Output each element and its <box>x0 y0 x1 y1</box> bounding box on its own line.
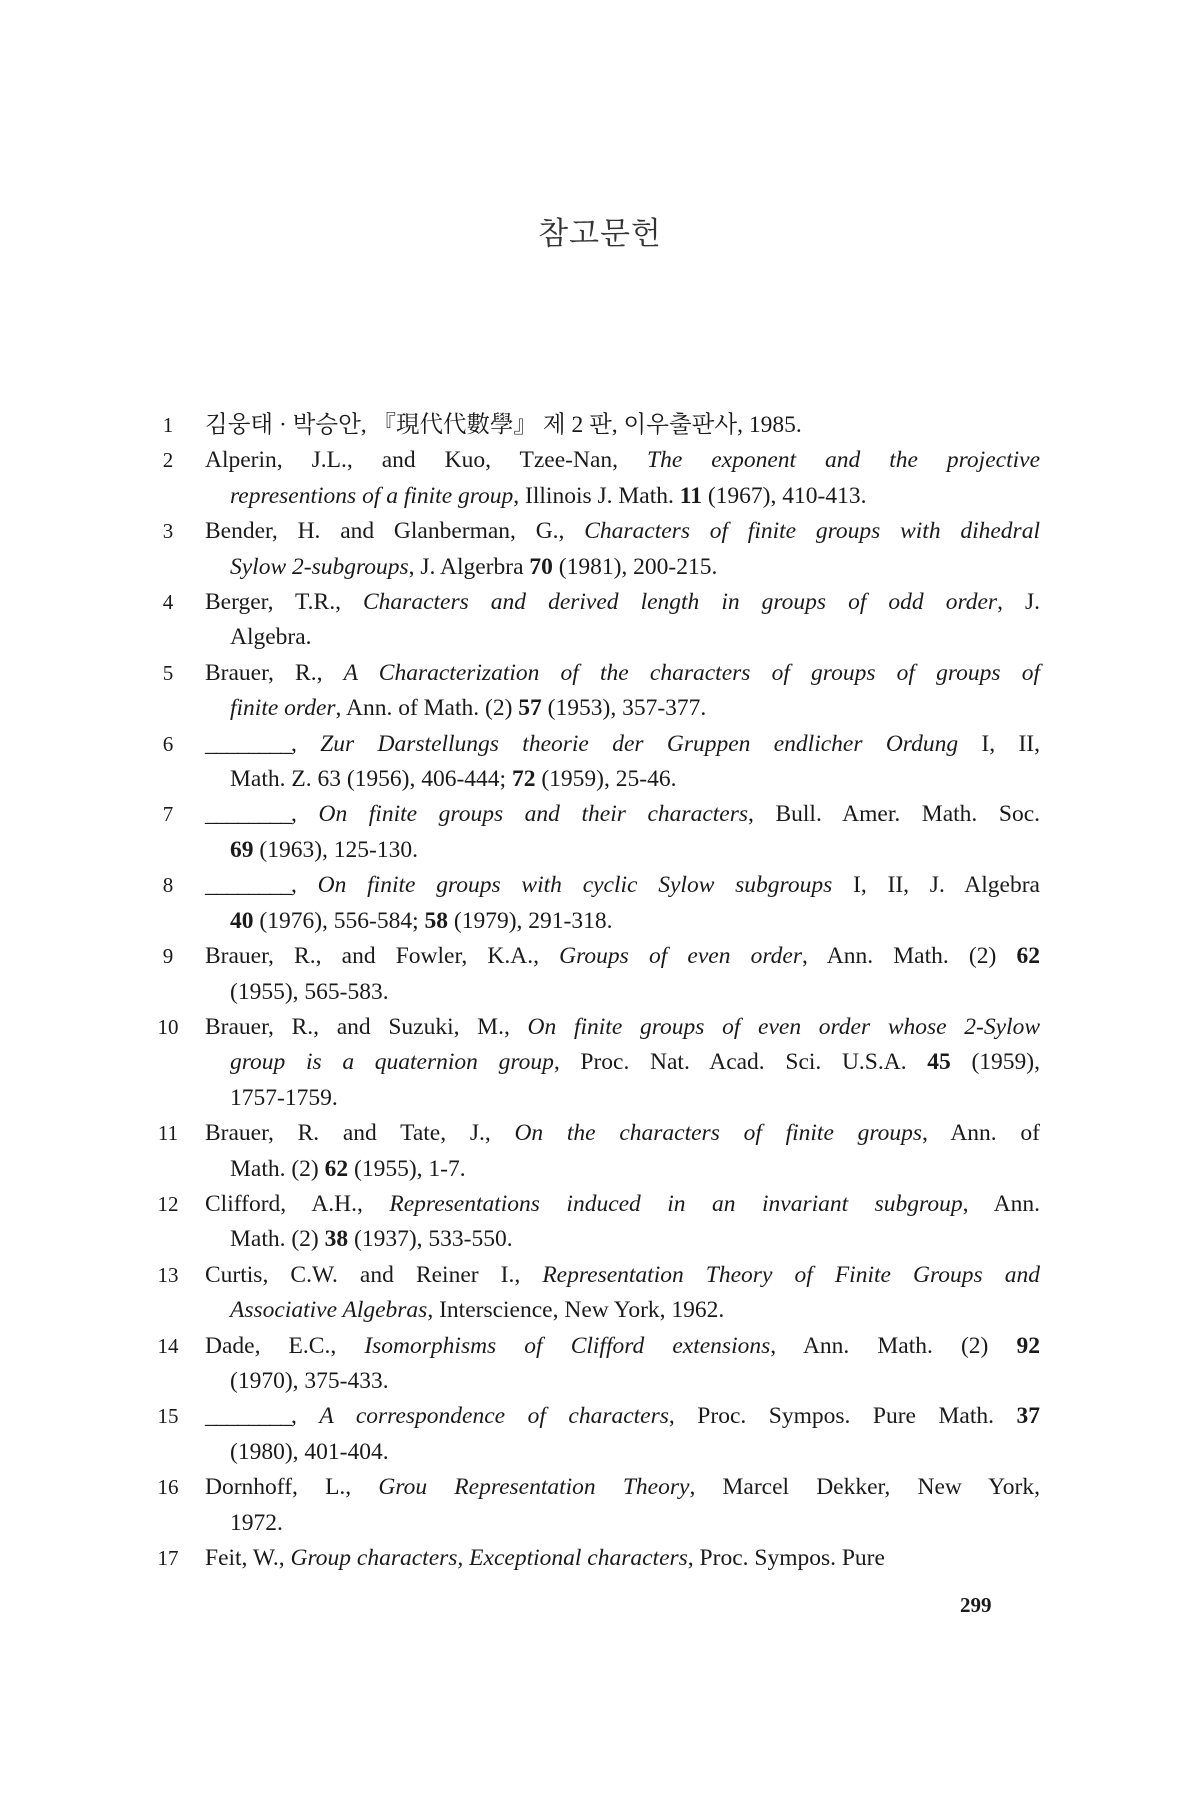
reference-text: I, II, J. Algebra <box>832 872 1040 899</box>
reference-text: , J. <box>997 589 1040 616</box>
reference-text: (1959), 25-46. <box>535 766 677 793</box>
reference-text: Brauer, R., <box>205 659 344 686</box>
reference-line <box>230 1435 1040 1470</box>
reference-text: Brauer, R. and Tate, J., <box>205 1120 515 1147</box>
reference-text: Alperin, J.L., and Kuo, Tzee-Nan, <box>205 447 647 474</box>
reference-text: (1967), 410-413. <box>701 482 867 509</box>
volume-number: 45 <box>927 1049 951 1076</box>
reference-line <box>205 585 1040 620</box>
reference-line <box>205 1258 1040 1293</box>
reference-entry <box>150 1010 1040 1116</box>
reference-text: , Ann. Math. (2) <box>802 943 1017 970</box>
reference-number: 17 <box>157 1546 179 1570</box>
reference-number: 4 <box>162 590 174 615</box>
reference-entry <box>150 443 1040 514</box>
reference-text: I, II, <box>958 730 1040 757</box>
reference-text: 김웅태 · 박승안, 『現代代數學』 제 2 판, 이우출판사, 1985. <box>205 412 802 438</box>
reference-line <box>230 975 1040 1010</box>
ditto-blank: ________ <box>205 1403 291 1430</box>
reference-text: (1955), 1-7. <box>348 1155 466 1182</box>
reference-number: 13 <box>157 1262 179 1287</box>
reference-line <box>205 868 1040 903</box>
reference-entry <box>150 1258 1040 1329</box>
ditto-blank: ________ <box>205 730 291 757</box>
reference-entry <box>150 797 1040 868</box>
reference-number: 6 <box>162 731 174 756</box>
reference-line <box>205 939 1040 974</box>
reference-text: , Ann. Math. (2) <box>770 1332 1017 1359</box>
reference-text: , Proc. Sympos. Pure <box>687 1545 885 1571</box>
reference-text: Brauer, R., and Fowler, K.A., <box>205 943 560 970</box>
reference-text: , Ann. <box>962 1190 1040 1217</box>
reference-text: (1970), 375-433. <box>230 1367 389 1394</box>
reference-line <box>205 1470 1040 1505</box>
volume-number: 37 <box>1016 1403 1041 1430</box>
reference-title-text: Isomorphisms of Clifford extensions <box>364 1332 771 1359</box>
reference-number: 2 <box>162 448 174 473</box>
reference-title-text: On finite groups with cyclic Sylow subgroups <box>317 872 833 899</box>
reference-entry <box>150 1329 1040 1400</box>
reference-line <box>230 691 1040 726</box>
reference-title-text: Zur Darstellungs theorie der Gruppen endlicher Ordung <box>320 730 959 757</box>
reference-title-text: Associative Algebras <box>230 1297 428 1324</box>
reference-title-text: represention <box>230 482 348 509</box>
reference-text: (1953), 357-377. <box>541 695 707 722</box>
reference-entry <box>150 1541 1040 1576</box>
reference-text: , Ann. of <box>922 1120 1040 1147</box>
reference-text: , Proc. Nat. Acad. Sci. U.S.A. <box>553 1049 928 1076</box>
reference-entry <box>150 1399 1040 1470</box>
volume-number: 58 <box>424 907 449 934</box>
volume-number: 69 <box>230 836 254 863</box>
reference-text: (1955), 565-583. <box>230 978 389 1005</box>
reference-text: (1963), 125-130. <box>253 836 418 863</box>
volume-number: 40 <box>230 907 254 934</box>
reference-number: 1 <box>162 413 174 437</box>
reference-text: Clifford, A.H., <box>205 1190 390 1217</box>
reference-text: , J. Algerbra <box>408 553 530 580</box>
reference-entry <box>150 656 1040 727</box>
reference-text: Dornhoff, L., <box>205 1474 379 1501</box>
volume-number: 11 <box>679 482 702 509</box>
reference-line <box>230 904 1040 939</box>
reference-line <box>205 1010 1040 1045</box>
reference-title-text: Sylow 2-subgroups <box>230 553 409 580</box>
reference-title-text: Group characters, Exceptional characters <box>290 1545 688 1571</box>
reference-title-text: Characters of finite groups with dihedral <box>584 518 1040 545</box>
ditto-blank: ________ <box>205 801 291 828</box>
reference-entry <box>150 727 1040 798</box>
reference-text: Bender, H. and Glanberman, G., <box>205 518 585 545</box>
ditto-blank: ________ <box>205 872 291 899</box>
reference-number: 10 <box>157 1014 179 1039</box>
reference-text: , Proc. Sympos. Pure Math. <box>668 1403 1017 1430</box>
reference-title-text: group is a quaternion group <box>230 1049 554 1076</box>
reference-line <box>205 1187 1040 1222</box>
page-title: 참고문헌 <box>538 216 662 252</box>
reference-number: 12 <box>157 1191 179 1216</box>
reference-entry <box>150 585 1040 656</box>
reference-number: 16 <box>157 1475 179 1500</box>
reference-text: 1972. <box>230 1509 283 1536</box>
reference-line <box>230 1506 1040 1541</box>
reference-title-text: On the characters of finite groups <box>514 1120 923 1147</box>
volume-number: 38 <box>324 1226 349 1253</box>
reference-text: Feit, W., <box>205 1545 291 1571</box>
reference-text: , Ann. of Math. (2) <box>335 695 519 722</box>
reference-text: , <box>291 1403 320 1430</box>
reference-title-text: Characters and derived length in groups of odd order <box>363 589 998 616</box>
reference-line <box>230 1045 1040 1080</box>
reference-line <box>205 1541 1040 1576</box>
reference-line <box>205 727 1040 762</box>
reference-number: 14 <box>157 1333 179 1358</box>
reference-text: , Illinois J. Math. <box>513 482 680 509</box>
reference-line <box>230 833 1040 868</box>
reference-number: 3 <box>162 519 174 544</box>
reference-line <box>230 1081 1040 1116</box>
reference-number: 7 <box>162 802 174 827</box>
reference-line <box>230 1293 1040 1328</box>
reference-text: , Bull. Amer. Math. Soc. <box>748 801 1041 828</box>
reference-number: 11 <box>157 1121 179 1146</box>
reference-line <box>230 1222 1040 1257</box>
reference-text: Curtis, C.W. and Reiner I., <box>205 1261 543 1288</box>
reference-number: 8 <box>162 873 174 898</box>
volume-number: 72 <box>511 766 536 793</box>
reference-entry <box>150 868 1040 939</box>
reference-title-text: Grou Representation Theory <box>378 1474 690 1501</box>
reference-title-text: On finite groups of even order whose 2-Sylow <box>527 1013 1040 1040</box>
reference-line <box>205 797 1040 832</box>
reference-line <box>230 479 1040 514</box>
reference-text: Dade, E.C., <box>205 1332 365 1359</box>
reference-text: Brauer, R., and Suzuki, M., <box>205 1013 528 1040</box>
volume-number: 62 <box>1016 943 1040 970</box>
reference-number: 5 <box>162 660 174 685</box>
reference-title-text: finite order <box>230 695 336 722</box>
volume-number: 62 <box>324 1155 349 1182</box>
reference-title-text: Representation Theory of Finite Groups and <box>542 1261 1040 1288</box>
reference-text: 1757-1759. <box>230 1084 338 1111</box>
reference-text: , <box>291 872 318 899</box>
reference-text: (1937), 533-550. <box>348 1226 513 1253</box>
reference-text: Math. (2) <box>230 1155 325 1182</box>
page-number: 299 <box>960 1593 992 1617</box>
volume-number: 57 <box>518 695 542 722</box>
reference-text: , <box>291 801 319 828</box>
reference-line <box>230 1152 1040 1187</box>
reference-text: Berger, T.R., <box>205 589 363 616</box>
reference-text: Algebra. <box>230 624 312 651</box>
reference-entry <box>150 1187 1040 1258</box>
volume-number: 92 <box>1016 1332 1040 1359</box>
reference-line <box>205 1116 1040 1151</box>
reference-entry <box>150 1116 1040 1187</box>
reference-line <box>230 762 1040 797</box>
reference-number: 9 <box>162 944 174 969</box>
reference-text: (1976), 556-584; <box>253 907 425 934</box>
reference-title-text: Representations induced in an invariant subgroup <box>389 1190 963 1217</box>
reference-title-text: A Characterization of the characters of groups of groups of <box>343 659 1041 686</box>
reference-text: (1979), 291-318. <box>448 907 613 934</box>
reference-text: , Interscience, New York, 1962. <box>427 1297 725 1324</box>
reference-list <box>150 408 1040 1576</box>
volume-number: 70 <box>529 553 553 580</box>
reference-text: (1981), 200-215. <box>552 553 718 580</box>
reference-entry <box>150 514 1040 585</box>
reference-text: , Marcel Dekker, New York, <box>689 1474 1040 1501</box>
reference-line <box>230 550 1040 585</box>
reference-entry <box>150 408 1040 443</box>
reference-text: , <box>291 730 321 757</box>
reference-line <box>205 408 1040 443</box>
reference-title-text: s of a finite group <box>347 482 514 509</box>
reference-line <box>230 1364 1040 1399</box>
reference-line <box>205 1399 1040 1434</box>
reference-line <box>205 514 1040 549</box>
reference-line <box>205 656 1040 691</box>
reference-number: 15 <box>157 1404 179 1429</box>
reference-line <box>205 1329 1040 1364</box>
reference-title-text: The exponent and the projective <box>647 447 1040 474</box>
reference-line <box>205 443 1040 478</box>
reference-entry <box>150 1470 1040 1541</box>
reference-title-text: Groups of even order <box>559 943 802 970</box>
reference-text: (1980), 401-404. <box>230 1438 389 1465</box>
reference-text: Math. Z. 63 (1956), 406-444; <box>230 766 512 793</box>
reference-title-text: On finite groups and their characters <box>318 801 749 828</box>
reference-text: (1959), <box>950 1049 1040 1076</box>
reference-title-text: A correspondence of characters <box>319 1403 669 1430</box>
reference-line <box>230 620 1040 655</box>
reference-entry <box>150 939 1040 1010</box>
reference-text: Math. (2) <box>230 1226 325 1253</box>
